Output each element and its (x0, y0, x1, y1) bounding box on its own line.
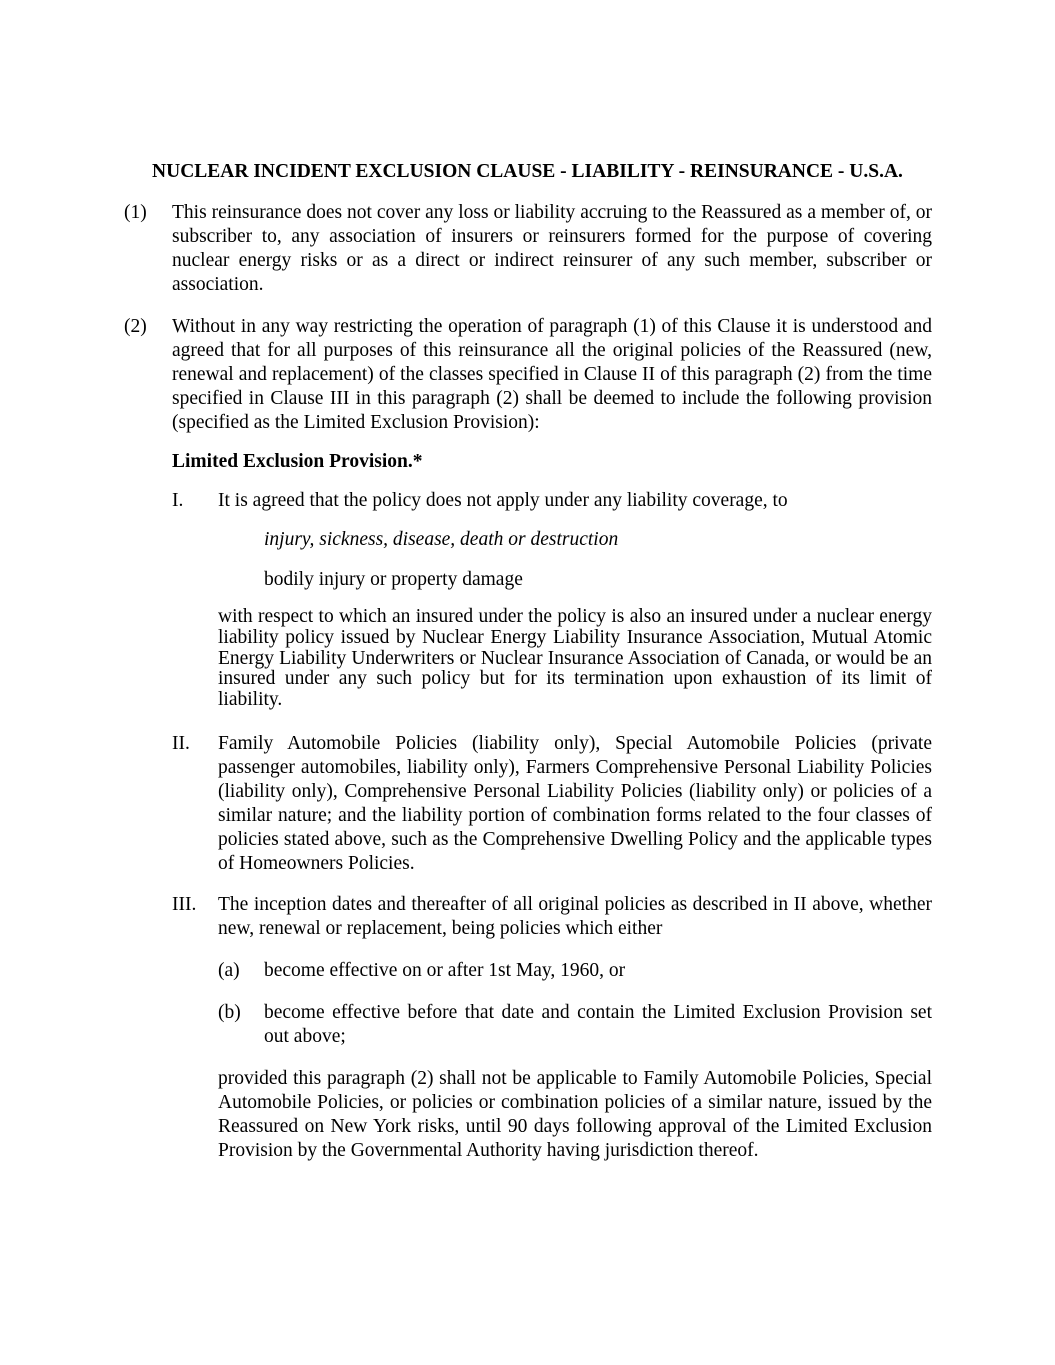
clause-3-item-a-text: become effective on or after 1st May, 1960, or (264, 960, 626, 981)
paragraph-2 (124, 315, 932, 435)
document-title: NUCLEAR INCIDENT EXCLUSION CLAUSE - LIABILITY - REINSURANCE - U.S.A. (152, 161, 903, 182)
clause-3-proviso: provided this paragraph (2) shall not be applicable to Family Automobile Policies, Special Automobile Policies, or policies or combination policies of a similar nature, issued by the Reassured on New York risks, until 90 days following approval of the Limited Exclusion Provision by the Governmental Authority having jurisdiction thereof. (218, 1068, 932, 1161)
clause-1-numeral: I. (172, 490, 184, 511)
clause-3-numeral: III. (172, 894, 197, 915)
clause-3-item-a-label: (a) (218, 960, 240, 981)
clause-1-alternative-1: injury, sickness, disease, death or destruction (264, 529, 619, 550)
provision-heading: Limited Exclusion Provision.* (172, 451, 423, 472)
paragraph-2-number: (2) (124, 316, 147, 337)
clause-1-intro: It is agreed that the policy does not apply under any liability coverage, to (218, 490, 788, 511)
clause-3-text: The inception dates and thereafter of all original policies as described in II above, whether new, renewal or replacement, being policies which either (218, 894, 932, 939)
clause-3-item-b-label: (b) (218, 1002, 241, 1023)
paragraph-2-text: Without in any way restricting the operation of paragraph (1) of this Clause it is understood and agreed that for all purposes of this reinsurance all the original policies of the Reassured (new, renewal and replacement) of the classes specified in Clause II of this paragraph (2) from the time specified in Clause III in this paragraph (2) shall be deemed to include the following provision (specified as the Limited Exclusion Provision): (172, 316, 932, 433)
clause-1-body: with respect to which an insured under the policy is also an insured under a nuclear energy liability policy issued by Nuclear Energy Liability Insurance Association, Mutual Atomic Energy Liability Underwriters or Nuclear Insurance Association of Canada, or would be an insured under any such policy but for its termination upon exhaustion of its limit of liability. (218, 606, 932, 711)
paragraph-1-number: (1) (124, 202, 147, 223)
clause-1-alternative-2: bodily injury or property damage (264, 569, 523, 590)
paragraph-1 (124, 201, 932, 297)
clause-2-text: Family Automobile Policies (liability only), Special Automobile Policies (private passenger automobiles, liability only), Farmers Comprehensive Personal Liability Policies (liability only), Comprehensive Personal Liability Policies (liability only) or policies of a similar nature; and the liability portion of combination forms related to the four classes of policies stated above, such as the Comprehensive Dwelling Policy and the applicable types of Homeowners Policies. (218, 733, 932, 874)
clause-2-numeral: II. (172, 733, 190, 754)
clause-3-item-b-text: become effective before that date and contain the Limited Exclusion Provision set out above; (264, 1002, 932, 1047)
paragraph-1-text: This reinsurance does not cover any loss or liability accruing to the Reassured as a member of, or subscriber to, any association of insurers or reinsurers formed for the purpose of covering nuclear energy risks or as a direct or indirect reinsurer of any such member, subscriber or association. (172, 202, 932, 295)
